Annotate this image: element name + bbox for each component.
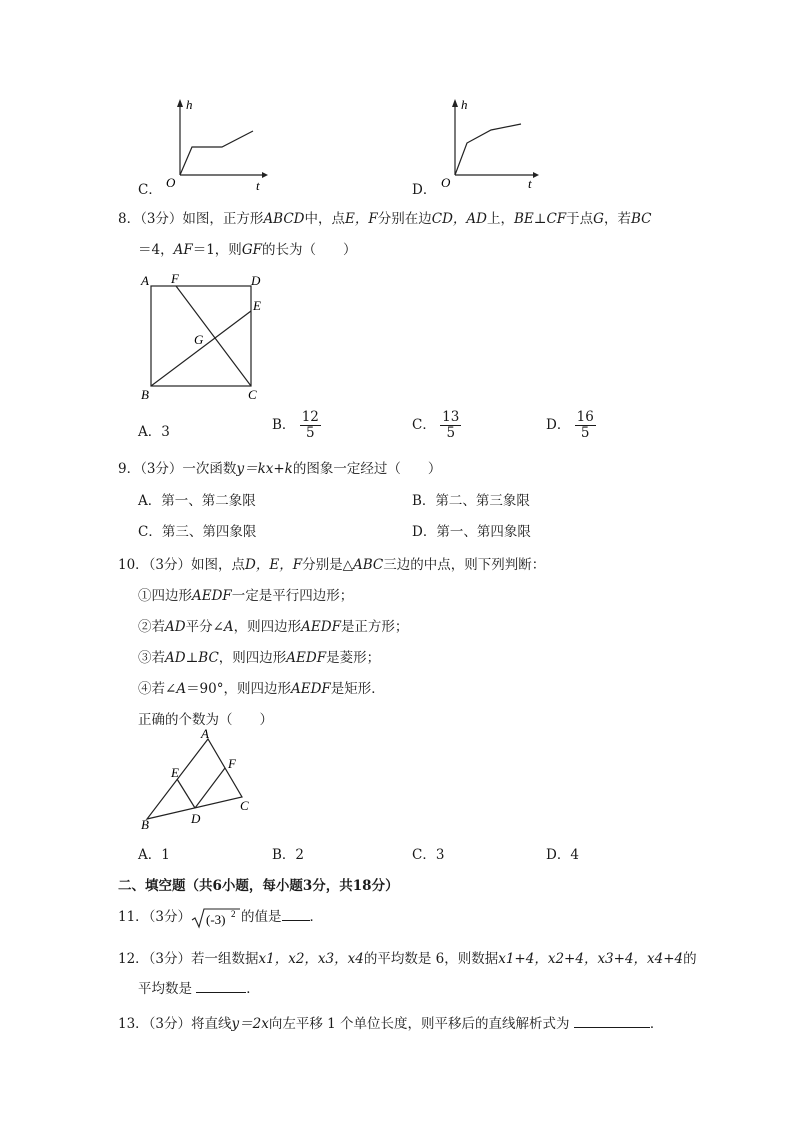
q10-statement-4: ④若∠A＝90°，则四边形AEDF是矩形． [138, 681, 385, 697]
q10-statement-3: ③若AD⊥BC，则四边形AEDF是菱形； [138, 650, 381, 666]
h-label: h [461, 97, 468, 112]
q10-option-a[interactable]: A．1 [138, 847, 170, 863]
q8-square-figure [135, 268, 275, 406]
graph-line [455, 124, 521, 175]
q8-option-d[interactable]: D． $\frac{16}{5}$ [546, 409, 594, 441]
x-axis-arrow [262, 172, 268, 178]
q12-stem-line1: 12．（3分）若一组数据x1，x2，x3，x4的平均数是 6，则数据x1+4，x2+4，x3+4，x4+4的 [118, 951, 697, 967]
svg-text:2: 2 [231, 908, 236, 919]
q9-option-c[interactable]: C．第三、第四象限 [138, 524, 257, 540]
graph-line [180, 131, 253, 175]
t-label: t [256, 178, 260, 193]
label-e: E [171, 765, 179, 780]
q10-ask: 正确的个数为（ ） [138, 712, 273, 728]
label-a: A [141, 273, 149, 288]
label-b: B [141, 817, 149, 832]
fraction: $\frac{13}{5}$ [442, 409, 460, 441]
y-axis-arrow [452, 99, 458, 107]
fraction: $\frac{12}{5}$ [301, 409, 319, 441]
label-e: E [253, 298, 261, 313]
q9-option-b[interactable]: B．第二、第三象限 [412, 493, 530, 509]
q7-option-d-label[interactable]: D． [412, 182, 437, 198]
label-b: B [141, 387, 149, 402]
q10-triangle-figure [135, 725, 260, 835]
label-f: F [171, 271, 179, 286]
q10-option-d[interactable]: D．4 [546, 847, 579, 863]
q10-statement-1: ①四边形AEDF一定是平行四边形； [138, 588, 354, 604]
q8-option-a[interactable]: A．3 [138, 424, 170, 440]
h-label: h [186, 97, 193, 112]
label-d: D [251, 273, 261, 288]
label-g: G [194, 332, 204, 347]
q12-stem-line2: 平均数是 ． [138, 981, 260, 997]
label-c: C [248, 387, 257, 402]
origin-label: O [441, 175, 451, 190]
q7-option-c-label[interactable]: C． [138, 182, 162, 198]
section-2-title: 二、填空题（共6小题，每小题3分，共18分） [118, 878, 399, 894]
q10-option-b[interactable]: B．2 [272, 847, 305, 863]
q10-stem: 10．（3分）如图，点D，E，F分别是△ABC三边的中点，则下列判断： [118, 557, 546, 573]
segment-be [151, 311, 251, 386]
q8-stem-line1: 8．（3分）如图，正方形ABCD中，点E，F分别在边CD，AD上，BE⊥CF于点G，若BC [118, 211, 652, 227]
q13-answer-blank[interactable] [574, 1015, 650, 1028]
q9-option-a[interactable]: A．第一、第二象限 [138, 493, 256, 509]
t-label: t [528, 176, 532, 191]
q12-answer-blank[interactable] [196, 980, 246, 993]
q8-stem-line2: ＝4，AF＝1，则GF的长为（ ） [138, 242, 357, 258]
x-axis-arrow [533, 172, 539, 178]
label-c: C [240, 798, 249, 813]
label-f: F [228, 756, 236, 771]
origin-label: O [166, 175, 176, 190]
q9-option-d[interactable]: D．第一、第四象限 [412, 524, 531, 540]
q9-stem: 9．（3分）一次函数y＝kx+k的图象一定经过（ ） [118, 461, 442, 477]
q7-graph-d [425, 95, 545, 195]
y-axis-arrow [177, 99, 183, 107]
q8-option-b[interactable]: B． $\frac{12}{5}$ [272, 409, 319, 441]
fraction: $\frac{16}{5}$ [576, 409, 594, 441]
segment-cf [176, 286, 251, 386]
q10-statement-2: ②若AD平分∠A，则四边形AEDF是正方形； [138, 619, 409, 635]
q11-answer-blank[interactable] [282, 908, 310, 921]
svg-text:(-3): (-3) [206, 911, 226, 927]
q13-stem: 13．（3分）将直线y＝2x向左平移 1 个单位长度，则平移后的直线解析式为 ． [118, 1016, 664, 1032]
q10-option-c[interactable]: C．3 [412, 847, 445, 863]
sqrt-symbol [191, 907, 241, 929]
q8-option-c[interactable]: C． $\frac{13}{5}$ [412, 409, 460, 441]
q7-graph-c [150, 95, 270, 195]
q11-stem: 11．（3分） (-3) 2 的值是 ． [118, 908, 324, 927]
label-d: D [191, 811, 201, 826]
segment-ed [177, 779, 195, 808]
label-a: A [201, 726, 209, 741]
